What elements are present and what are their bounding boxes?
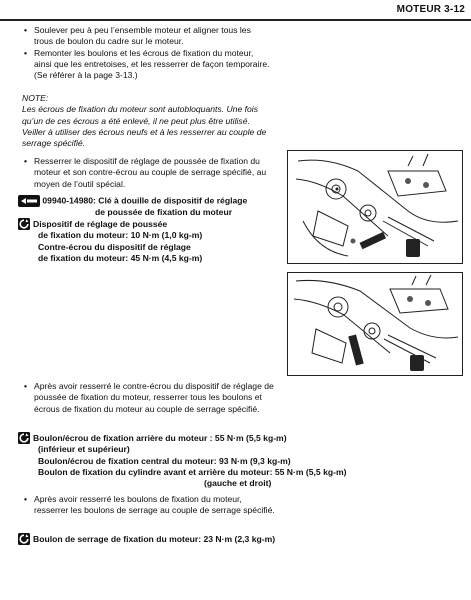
after-instructions (22, 381, 277, 415)
adjuster-instructions (22, 156, 272, 190)
torque-mount-l5: (gauche et droit) (204, 478, 272, 489)
torque-mount-l2: (inférieur et supérieur) (38, 444, 130, 455)
figure-adjuster-tool (287, 150, 463, 264)
torque-mount-l3: Boulon/écrou de fixation central du moteur: 93 N·m (9,3 kg-m) (38, 455, 291, 466)
torque-adjuster-l2: de fixation du moteur: 10 N·m (1,0 kg-m) (38, 230, 203, 241)
torque-adjuster-l3: Contre-écrou du dispositif de réglage (38, 241, 191, 252)
top-instructions (22, 25, 272, 81)
engine-frame-illustration-1 (288, 151, 462, 263)
bullet-lift-engine: • Soulever peu à peu l’ensemble moteur et aligner tous les trous de boulon du cadre sur le moteur. (22, 25, 272, 48)
page-header: MOTEUR 3-12 (396, 4, 465, 15)
note-block (22, 93, 272, 149)
torque-wrench-icon (18, 533, 30, 545)
bullet-refit-bolts: • Remonter les boulons et les écrous de fixation du moteur, ainsi que les entretoises, et les resserrer de façon temporaire. (Se référer à la page 3-13.) (22, 48, 272, 82)
engine-frame-illustration-2 (288, 273, 462, 375)
note-label: NOTE: (22, 93, 49, 103)
torque-mount-l4: Boulon de fixation du cylindre avant et arrière du moteur: 55 N·m (5,5 kg-m) (38, 466, 347, 477)
final-instructions (22, 494, 277, 517)
torque-adjuster-spec (18, 219, 278, 264)
bullet-tighten-all: • Après avoir resserré le contre-écrou du dispositif de réglage de poussée de fixation du moteur, resserrer tous les boulons et écrous de fixation du moteur au couple de serrage spécifié. (22, 381, 277, 415)
special-tool-code: 09940-14980: Clé à douille de dispositif de réglage (42, 195, 248, 206)
figure-adjuster-locknut (287, 272, 463, 376)
bullet-tighten-clamps: • Après avoir resserré les boulons de fixation du moteur, resserrer les boulons de serrage au couple de serrage spécifié. (22, 494, 277, 517)
torque-adjuster-l4: de fixation du moteur: 45 N·m (4,5 kg-m) (38, 252, 203, 263)
special-tool-desc: de poussée de fixation du moteur (95, 207, 233, 217)
torque-wrench-icon (18, 218, 30, 230)
torque-clamp-text: Boulon de serrage de fixation du moteur: 23 N·m (2,3 kg-m) (33, 534, 276, 544)
torque-mount-spec (18, 433, 468, 489)
note-text: Les écrous de fixation du moteur sont autobloquants. Une fois qu’un de ces écrous a été enlevé, il ne peut plus être utilisé. Veiller à utiliser des écrous neufs et à les resserrer au couple de serrage spécifié. (22, 104, 267, 149)
special-tool-line (18, 195, 278, 218)
header-rule (0, 19, 471, 21)
torque-adjuster-l1: Dispositif de réglage de poussée (33, 219, 168, 229)
bullet-tighten-adjuster: • Resserrer le dispositif de réglage de poussée de fixation du moteur et son contre-écrou au couple de serrage spécifié, au moyen de l’outil spécial. (22, 156, 272, 190)
torque-clamp-spec (18, 534, 468, 545)
torque-wrench-icon (18, 432, 30, 444)
torque-mount-l1: Boulon/écrou de fixation arrière du moteur : 55 N·m (5,5 kg-m) (33, 433, 287, 443)
special-tool-icon (18, 195, 40, 207)
